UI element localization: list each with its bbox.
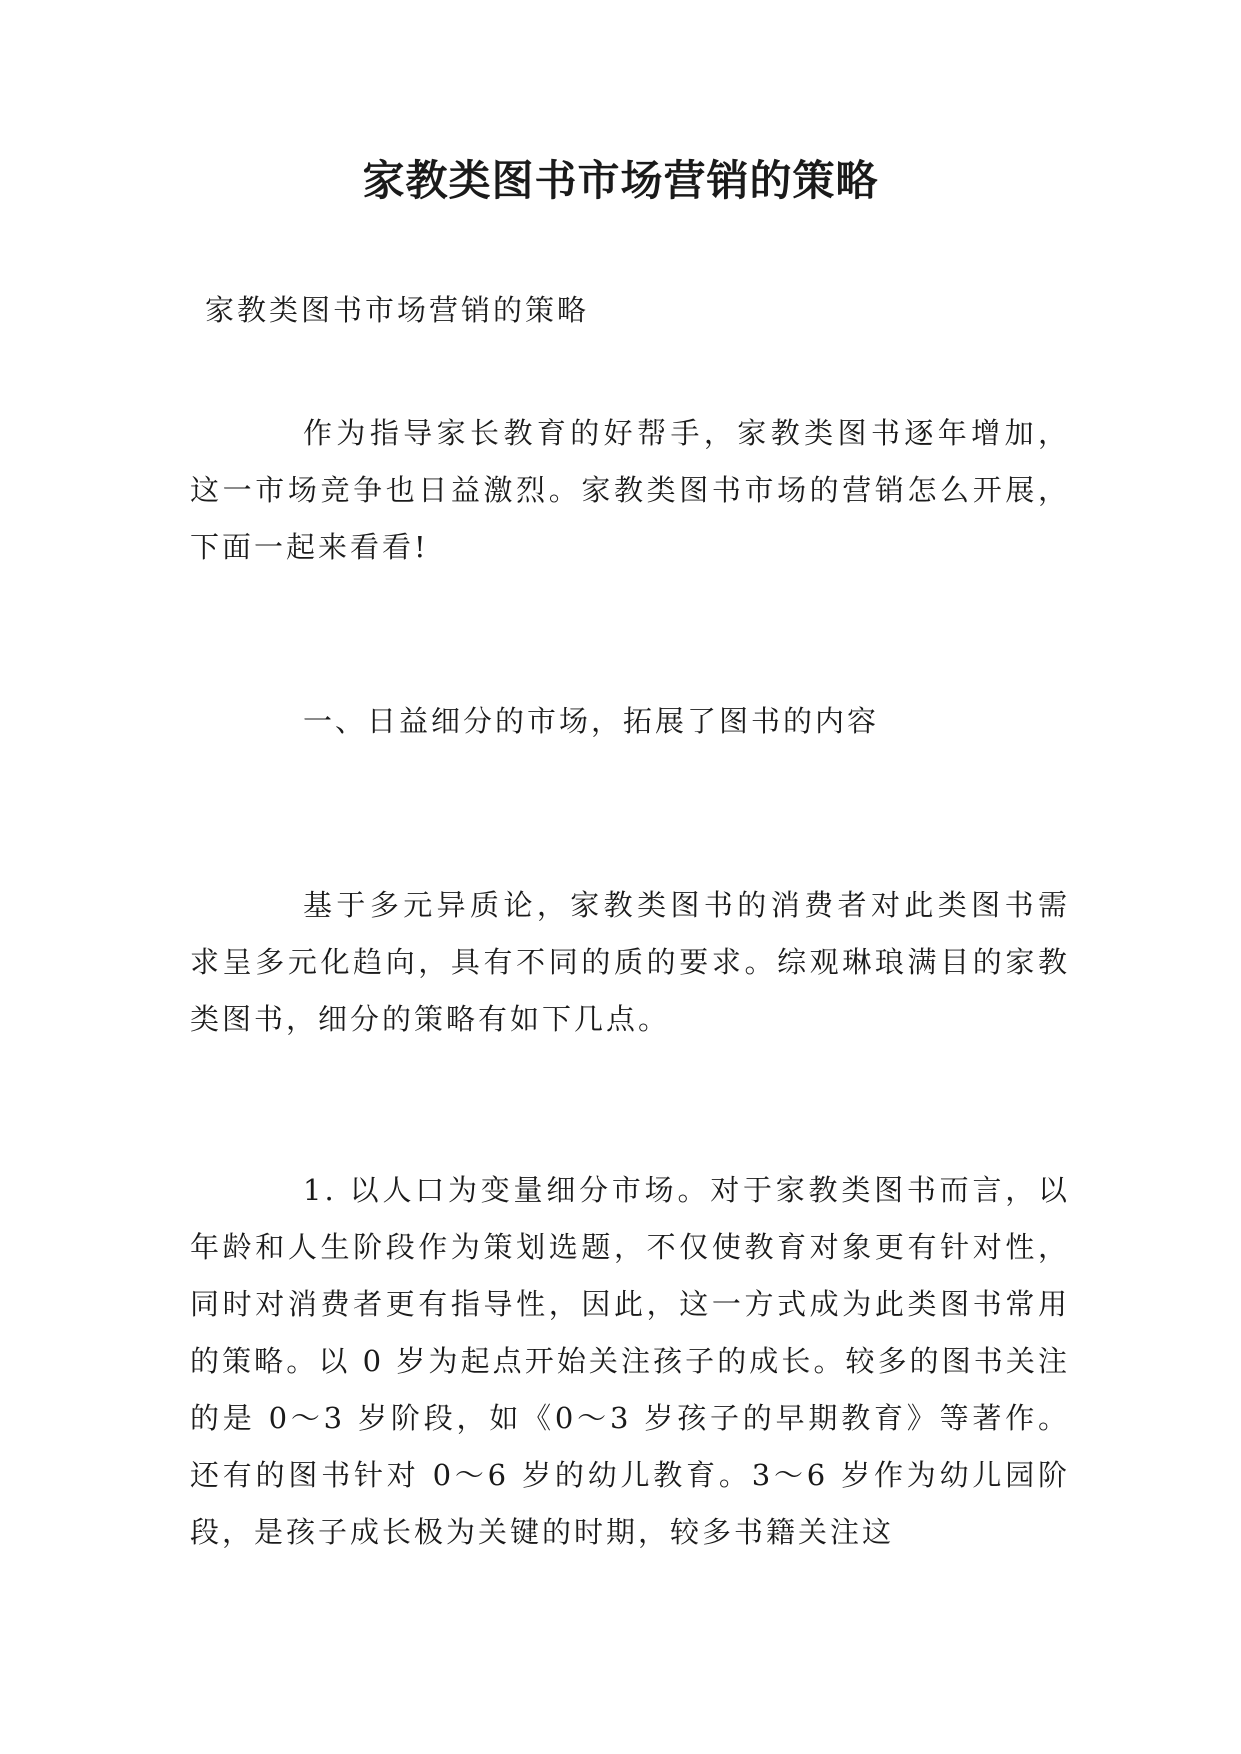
document-title: 家教类图书市场营销的策略 [362,156,879,205]
intro-paragraph: 作为指导家长教育的好帮手，家教类图书逐年增加，这一市场竞争也日益激烈。家教类图书市场的营销怎么开展，下面一起来看看! [190,416,1070,564]
section-heading: 一、日益细分的市场，拓展了图书的内容 [303,704,880,738]
list-item-paragraph: 1. 以人口为变量细分市场。对于家教类图书而言，以年龄和人生阶段作为策划选题，不仅使教育对象更有针对性，同时对消费者更有指导性，因此，这一方式成为此类图书常用的策略。以 0 岁为起点开始关注孩子的成长。较多的图书关注的是 0～3 岁阶段，如《0～3 岁孩子的早期教育》等著作。还有的图书针对 0～6 岁的幼儿教育。3～6 岁作为幼儿园阶段，是孩子成长极为关键的时期，较多书籍关注这 [190,1173,1070,1549]
body-paragraph: 基于多元异质论，家教类图书的消费者对此类图书需求呈多元化趋向，具有不同的质的要求。综观琳琅满目的家教类图书，细分的策略有如下几点。 [190,888,1070,1036]
document-subtitle: 家教类图书市场营销的策略 [205,293,590,327]
